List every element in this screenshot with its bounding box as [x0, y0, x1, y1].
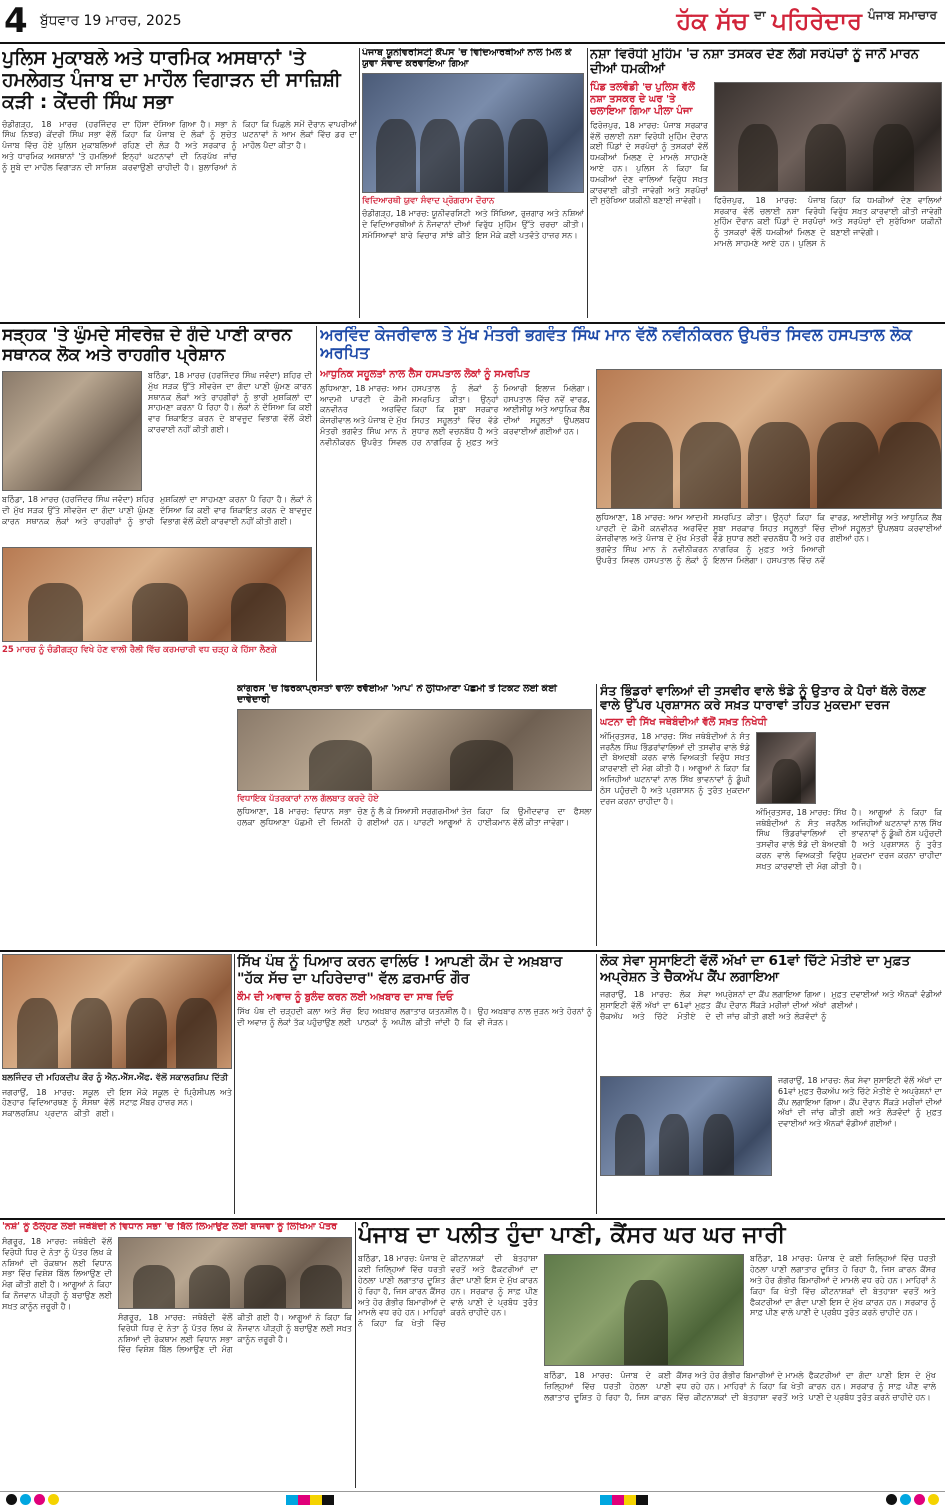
print-registration-strip	[0, 1491, 945, 1507]
body-congress: ਲੁਧਿਆਣਾ, 18 ਮਾਰਚ: ਵਿਧਾਨ ਸਭਾ ਹਲਕਾ ਲੁਧਿਆਣਾ ਪੱਛਮੀ ਦੀ ਜ਼ਿਮਨੀ ਚੋਣ ਨੂੰ ਲੈ ਕੇ ਸਿਆਸੀ ਸਰਗਰਮੀਆਂ ਤੇਜ਼ ਹੋ ਗਈਆਂ ਹਨ। ਪਾਰਟੀ ਆਗੂਆਂ ਨੇ ਕਿਹਾ ਕਿ ਉਮੀਦਵਾਰ ਦਾ ਫੈਸਲਾ ਹਾਈਕਮਾਨ ਵੱਲੋਂ ਕੀਤਾ ਜਾਵੇਗਾ।	[237, 807, 592, 828]
body-eye-camp: ਜਗਰਾਉਂ, 18 ਮਾਰਚ: ਲੋਕ ਸੇਵਾ ਸੁਸਾਇਟੀ ਵੱਲੋਂ ਅੱਖਾਂ ਦਾ 61ਵਾਂ ਮੁਫ਼ਤ ਚੈਕਅੱਪ ਅਤੇ ਚਿੱਟੇ ਮੋਤੀਏ ਦੇ ਅਪ੍ਰੇਸ਼ਨਾਂ ਦਾ ਕੈਂਪ ਲਗਾਇਆ ਗਿਆ। ਕੈਂਪ ਦੌਰਾਨ ਸੈਂਕੜੇ ਮਰੀਜ਼ਾਂ ਦੀਆਂ ਅੱਖਾਂ ਦੀ ਜਾਂਚ ਕੀਤੀ ਗਈ ਅਤੇ ਲੋੜਵੰਦਾਂ ਨੂੰ ਮੁਫ਼ਤ ਦਵਾਈਆਂ ਅਤੇ ਐਨਕਾਂ ਵੰਡੀਆਂ ਗਈਆਂ।	[600, 990, 942, 1021]
kicker-sikh-appeal: ਕੌਮ ਦੀ ਅਵਾਜ਼ ਨੂੰ ਬੁਲੰਦ ਕਰਨ ਲਈ ਅਖ਼ਬਾਰ ਦਾ ਸਾਥ ਦਿਓ	[237, 992, 454, 1004]
headline-saint[interactable]: ਸੰਤ ਭਿੰਡਰਾਂ ਵਾਲਿਆਂ ਦੀ ਤਸਵੀਰ ਵਾਲੇ ਝੰਡੇ ਨੂੰ ਉਤਾਰ ਕੇ ਪੈਰਾਂ ਥੱਲੇ ਰੋਲਣ ਵਾਲੇ ਉੱਪਰ ਪ੍ਰਸ਼ਾਸਨ ਕਰੇ ਸਖ਼ਤ ਧਾਰਾਵਾਂ ਤਹਿਤ ਮੁਕਦਮਾ ਦਰਜ	[600, 684, 926, 713]
body-saint: ਅੰਮ੍ਰਿਤਸਰ, 18 ਮਾਰਚ: ਸਿੱਖ ਜਥੇਬੰਦੀਆਂ ਨੇ ਸੰਤ ਜਰਨੈਲ ਸਿੰਘ ਭਿੰਡਰਾਂਵਾਲਿਆਂ ਦੀ ਤਸਵੀਰ ਵਾਲੇ ਝੰਡੇ ਦੀ ਬੇਅਦਬੀ ਕਰਨ ਵਾਲੇ ਵਿਅਕਤੀ ਵਿਰੁੱਧ ਸਖ਼ਤ ਕਾਰਵਾਈ ਦੀ ਮੰਗ ਕੀਤੀ ਹੈ। ਆਗੂਆਂ ਨੇ ਕਿਹਾ ਕਿ ਅਜਿਹੀਆਂ ਘਟਨਾਵਾਂ ਨਾਲ ਸਿੱਖ ਭਾਵਨਾਵਾਂ ਨੂੰ ਡੂੰਘੀ ਠੇਸ ਪਹੁੰਚਦੀ ਹੈ ਅਤੇ ਪ੍ਰਸ਼ਾਸਨ ਨੂੰ ਤੁਰੰਤ ਮੁਕਦਮਾ ਦਰਜ ਕਰਨਾ ਚਾਹੀਦਾ ਹੈ।	[600, 731, 750, 806]
body-sewage-continued: ਬਠਿੰਡਾ, 18 ਮਾਰਚ (ਹਰਜਿੰਦਰ ਸਿੰਘ ਜਵੰਦਾ) ਸ਼ਹਿਰ ਦੀ ਮੁੱਖ ਸੜਕ ਉੱਤੇ ਸੀਵਰੇਜ ਦਾ ਗੰਦਾ ਪਾਣੀ ਘੁੰਮਣ ਕਾਰਨ ਸਥਾਨਕ ਲੋਕਾਂ ਅਤੇ ਰਾਹਗੀਰਾਂ ਨੂੰ ਭਾਰੀ ਮੁਸ਼ਕਿਲਾਂ ਦਾ ਸਾਹਮਣਾ ਕਰਨਾ ਪੈ ਰਿਹਾ ਹੈ। ਲੋਕਾਂ ਨੇ ਦੱਸਿਆ ਕਿ ਕਈ ਵਾਰ ਸ਼ਿਕਾਇਤ ਕਰਨ ਦੇ ਬਾਵਜੂਦ ਵਿਭਾਗ ਵੱਲੋਂ ਕੋਈ ਕਾਰਵਾਈ ਨਹੀਂ ਕੀਤੀ ਗਈ।	[2, 495, 312, 526]
youth-photo	[362, 73, 584, 193]
hospital-photo	[596, 369, 942, 509]
column-divider	[596, 954, 597, 1214]
newspaper-brand[interactable]	[677, 6, 937, 35]
saint-photo	[756, 732, 816, 804]
story-water	[358, 1222, 942, 1488]
headline-congress[interactable]: ਕਾਂਗਰਸ 'ਚ ਫਿਰਕਾਪ੍ਰਸਤਾਂ ਵਾਲਾ ਰਵੱਈਆ 'ਆਪ' ਨੇ ਲੁਧਿਆਣਾ ਪੱਛਮੀ ਤੋਂ ਟਿਕਟ ਲਈ ਕੋਈ ਦਾਵੇਦਾਰੀ	[237, 684, 557, 705]
column-divider	[359, 48, 360, 318]
headline-water[interactable]: ਪੰਜਾਬ ਦਾ ਪਲੀਤ ਹੁੰਦਾ ਪਾਣੀ, ਕੈਂਸਰ ਘਰ ਘਰ ਜਾਰੀ	[358, 1222, 786, 1248]
color-bar-center-right	[600, 1495, 648, 1505]
section-divider	[0, 950, 945, 952]
color-bar-center	[286, 1495, 334, 1505]
column-divider	[234, 954, 235, 1214]
body-hospital: ਲੁਧਿਆਣਾ, 18 ਮਾਰਚ: ਆਮ ਆਦਮੀ ਪਾਰਟੀ ਦੇ ਕੌਮੀ ਕਨਵੀਨਰ ਅਰਵਿੰਦ ਕੇਜਰੀਵਾਲ ਅਤੇ ਪੰਜਾਬ ਦੇ ਮੁੱਖ ਮੰਤਰੀ ਭਗਵੰਤ ਸਿੰਘ ਮਾਨ ਨੇ ਨਵੀਨੀਕਰਨ ਉਪਰੰਤ ਸਿਵਲ ਹਸਪਤਾਲ ਨੂੰ ਲੋਕਾਂ ਨੂੰ ਸਮਰਪਿਤ ਕੀਤਾ। ਉਨ੍ਹਾਂ ਕਿਹਾ ਕਿ ਸੂਬਾ ਸਰਕਾਰ ਸਿਹਤ ਸਹੂਲਤਾਂ ਵਿੱਚ ਵੱਡੇ ਸੁਧਾਰ ਲਈ ਵਚਨਬੱਧ ਹੈ ਅਤੇ ਹਰ ਨਾਗਰਿਕ ਨੂੰ ਮੁਫ਼ਤ ਅਤੇ ਮਿਆਰੀ ਇਲਾਜ ਮਿਲੇਗਾ। ਹਸਪਤਾਲ ਵਿੱਚ ਨਵੇਂ ਵਾਰਡ, ਆਈਸੀਯੂ ਅਤੇ ਆਧੁਨਿਕ ਲੈਬ ਦੀਆਂ ਸਹੂਲਤਾਂ ਉਪਲਬਧ ਕਰਵਾਈਆਂ ਗਈਆਂ ਹਨ।	[320, 383, 590, 447]
kicker-hospital: ਆਧੁਨਿਕ ਸਹੂਲਤਾਂ ਨਾਲ ਲੈਸ ਹਸਪਤਾਲ ਲੋਕਾਂ ਨੂੰ ਸਮਰਪਿਤ	[320, 368, 530, 380]
issue-date: ਬੁੱਧਵਾਰ 19 ਮਾਰਚ, 2025	[40, 13, 182, 29]
story-police	[2, 48, 357, 318]
section-divider	[0, 1218, 945, 1220]
body-eye-camp-continued: ਜਗਰਾਉਂ, 18 ਮਾਰਚ: ਲੋਕ ਸੇਵਾ ਸੁਸਾਇਟੀ ਵੱਲੋਂ ਅੱਖਾਂ ਦਾ 61ਵਾਂ ਮੁਫ਼ਤ ਚੈਕਅੱਪ ਅਤੇ ਚਿੱਟੇ ਮੋਤੀਏ ਦੇ ਅਪ੍ਰੇਸ਼ਨਾਂ ਦਾ ਕੈਂਪ ਲਗਾਇਆ ਗਿਆ। ਕੈਂਪ ਦੌਰਾਨ ਸੈਂਕੜੇ ਮਰੀਜ਼ਾਂ ਦੀਆਂ ਅੱਖਾਂ ਦੀ ਜਾਂਚ ਕੀਤੀ ਗਈ ਅਤੇ ਲੋੜਵੰਦਾਂ ਨੂੰ ਮੁਫ਼ਤ ਦਵਾਈਆਂ ਅਤੇ ਐਨਕਾਂ ਵੰਡੀਆਂ ਗਈਆਂ।	[778, 1076, 942, 1129]
headline-sikh-appeal[interactable]: ਸਿੱਖ ਪੰਥ ਨੂੰ ਪਿਆਰ ਕਰਨ ਵਾਲਿਓ ! ਆਪਣੀ ਕੌਮ ਦੇ ਅਖ਼ਬਾਰ "ਹੱਕ ਸੱਚ ਦਾ ਪਹਿਰੇਦਾਰ" ਵੱਲ ਫ਼ਰਮਾਓ ਗੌਰ	[237, 954, 563, 987]
page-number: 4	[4, 1, 28, 41]
body-sewage: ਬਠਿੰਡਾ, 18 ਮਾਰਚ (ਹਰਜਿੰਦਰ ਸਿੰਘ ਜਵੰਦਾ) ਸ਼ਹਿਰ ਦੀ ਮੁੱਖ ਸੜਕ ਉੱਤੇ ਸੀਵਰੇਜ ਦਾ ਗੰਦਾ ਪਾਣੀ ਘੁੰਮਣ ਕਾਰਨ ਸਥਾਨਕ ਲੋਕਾਂ ਅਤੇ ਰਾਹਗੀਰਾਂ ਨੂੰ ਭਾਰੀ ਮੁਸ਼ਕਿਲਾਂ ਦਾ ਸਾਹਮਣਾ ਕਰਨਾ ਪੈ ਰਿਹਾ ਹੈ। ਲੋਕਾਂ ਨੇ ਦੱਸਿਆ ਕਿ ਕਈ ਵਾਰ ਸ਼ਿਕਾਇਤ ਕਰਨ ਦੇ ਬਾਵਜੂਦ ਵਿਭਾਗ ਵੱਲੋਂ ਕੋਈ ਕਾਰਵਾਈ ਨਹੀਂ ਕੀਤੀ ਗਈ।	[148, 371, 312, 435]
headline-hospital[interactable]: ਅਰਵਿੰਦ ਕੇਜਰੀਵਾਲ ਤੇ ਮੁੱਖ ਮੰਤਰੀ ਭਗਵੰਤ ਸਿੰਘ ਮਾਨ ਵੱਲੋਂ ਨਵੀਨੀਕਰਨ ਉਪਰੰਤ ਸਿਵਲ ਹਸਪਤਾਲ ਲੋਕ ਅਰਪਿਤ	[320, 326, 912, 363]
headline-youth[interactable]: ਪੰਜਾਬ ਯੂਨੀਵਰਸਿਟੀ ਕੈਂਪਸ 'ਚ ਵਿਦਿਆਰਥੀਆਂ ਨਾਲ ਮਿਲ ਕੇ ਯੁਵਾ ਸੰਵਾਦ ਕਰਵਾਇਆ ਗਿਆ	[362, 48, 572, 69]
headline-police[interactable]: ਪੁਲਿਸ ਮੁਕਾਬਲੇ ਅਤੇ ਧਾਰਮਿਕ ਅਸਥਾਨਾਂ 'ਤੇ ਹਮਲੇਗਤ ਪੰਜਾਬ ਦਾ ਮਾਹੌਲ ਵਿਗਾੜਨ ਦੀ ਸਾਜ਼ਿਸ਼ੀ ਕੜੀ : ਕੇਂਦਰੀ ਸਿੰਘ ਸਭਾ	[2, 48, 341, 113]
body-bajwa: ਸੰਗਰੂਰ, 18 ਮਾਰਚ: ਜਥੇਬੰਦੀ ਵੱਲੋਂ ਵਿਰੋਧੀ ਧਿਰ ਦੇ ਨੇਤਾ ਨੂੰ ਪੱਤਰ ਲਿਖ ਕੇ ਨਸ਼ਿਆਂ ਦੀ ਰੋਕਥਾਮ ਲਈ ਵਿਧਾਨ ਸਭਾ ਵਿੱਚ ਵਿਸ਼ੇਸ਼ ਬਿੱਲ ਲਿਆਉਣ ਦੀ ਮੰਗ ਕੀਤੀ ਗਈ ਹੈ। ਆਗੂਆਂ ਨੇ ਕਿਹਾ ਕਿ ਨੌਜਵਾਨ ਪੀੜ੍ਹੀ ਨੂੰ ਬਚਾਉਣ ਲਈ ਸਖ਼ਤ ਕਾਨੂੰਨ ਜ਼ਰੂਰੀ ਹੈ।	[2, 1236, 112, 1311]
kicker-drugs: ਪਿੰਡ ਤਲਵੰਡੀ 'ਚ ਪੁਲਿਸ ਵੱਲੋਂ ਨਸ਼ਾ ਤਸਕਰ ਦੇ ਘਰ 'ਤੇ ਚਲਾਇਆ ਗਿਆ ਪੀਲਾ ਪੰਜਾ	[590, 81, 695, 117]
story-bajwa	[2, 1222, 352, 1488]
story-school	[2, 954, 232, 1214]
column-divider	[355, 1222, 356, 1488]
brand-small: ਦਾ	[754, 8, 766, 22]
body-bajwa-continued: ਸੰਗਰੂਰ, 18 ਮਾਰਚ: ਜਥੇਬੰਦੀ ਵੱਲੋਂ ਵਿਰੋਧੀ ਧਿਰ ਦੇ ਨੇਤਾ ਨੂੰ ਪੱਤਰ ਲਿਖ ਕੇ ਨਸ਼ਿਆਂ ਦੀ ਰੋਕਥਾਮ ਲਈ ਵਿਧਾਨ ਸਭਾ ਵਿੱਚ ਵਿਸ਼ੇਸ਼ ਬਿੱਲ ਲਿਆਉਣ ਦੀ ਮੰਗ ਕੀਤੀ ਗਈ ਹੈ। ਆਗੂਆਂ ਨੇ ਕਿਹਾ ਕਿ ਨੌਜਵਾਨ ਪੀੜ੍ਹੀ ਨੂੰ ਬਚਾਉਣ ਲਈ ਸਖ਼ਤ ਕਾਨੂੰਨ ਜ਼ਰੂਰੀ ਹੈ।	[118, 1312, 352, 1355]
body-drugs: ਫਿਰੋਜ਼ਪੁਰ, 18 ਮਾਰਚ: ਪੰਜਾਬ ਸਰਕਾਰ ਵੱਲੋਂ ਚਲਾਈ ਨਸ਼ਾ ਵਿਰੋਧੀ ਮੁਹਿੰਮ ਦੌਰਾਨ ਕਈ ਪਿੰਡਾਂ ਦੇ ਸਰਪੰਚਾਂ ਨੂੰ ਤਸਕਰਾਂ ਵੱਲੋਂ ਧਮਕੀਆਂ ਮਿਲਣ ਦੇ ਮਾਮਲੇ ਸਾਹਮਣੇ ਆਏ ਹਨ। ਪੁਲਿਸ ਨੇ ਕਿਹਾ ਕਿ ਧਮਕੀਆਂ ਦੇਣ ਵਾਲਿਆਂ ਵਿਰੁੱਧ ਸਖ਼ਤ ਕਾਰਵਾਈ ਕੀਤੀ ਜਾਵੇਗੀ ਅਤੇ ਸਰਪੰਚਾਂ ਦੀ ਸੁਰੱਖਿਆ ਯਕੀਨੀ ਬਣਾਈ ਜਾਵੇਗੀ।	[590, 120, 708, 206]
brand-main: ਹੱਕ ਸੱਚ	[676, 6, 749, 35]
story-eye-camp	[600, 954, 942, 1214]
headline-bajwa[interactable]: 'ਨਸ਼ੇ' ਨੂੰ ਠੱਲ੍ਹਣ ਲਈ ਜਥੇਬੰਦੀ ਨੇ ਵਿਧਾਨ ਸਭਾ 'ਚ ਬਿੱਲ ਲਿਆਉਣ ਲਈ ਬਾਜਵਾ ਨੂੰ ਲਿਖਿਆ ਪੱਤਰ	[2, 1222, 338, 1232]
drugs-photo	[714, 82, 942, 192]
story-congress	[237, 684, 592, 954]
brand-tagline: ਪੰਜਾਬ ਸਮਾਚਾਰ	[868, 8, 937, 22]
body-school: ਜਗਰਾਉਂ, 18 ਮਾਰਚ: ਸਕੂਲ ਦੀ ਹੋਣਹਾਰ ਵਿਦਿਆਰਥਣ ਨੂੰ ਸੰਸਥਾ ਵੱਲੋਂ ਸਕਾਲਰਸ਼ਿਪ ਪ੍ਰਦਾਨ ਕੀਤੀ ਗਈ। ਇਸ ਮੌਕੇ ਸਕੂਲ ਦੇ ਪ੍ਰਿੰਸੀਪਲ ਅਤੇ ਸਟਾਫ਼ ਮੈਂਬਰ ਹਾਜ਼ਰ ਸਨ।	[2, 1087, 232, 1119]
eye-camp-photo	[600, 1076, 772, 1176]
caption-rally: 25 ਮਾਰਚ ਨੂੰ ਚੰਡੀਗੜ੍ਹ ਵਿਖੇ ਹੋਣ ਵਾਲੀ ਰੈਲੀ ਵਿੱਚ ਕਰਮਚਾਰੀ ਵਧ ਚੜ੍ਹ ਕੇ ਹਿੱਸਾ ਲੈਣਗੇ	[2, 645, 277, 656]
body-drugs-continued: ਫਿਰੋਜ਼ਪੁਰ, 18 ਮਾਰਚ: ਪੰਜਾਬ ਸਰਕਾਰ ਵੱਲੋਂ ਚਲਾਈ ਨਸ਼ਾ ਵਿਰੋਧੀ ਮੁਹਿੰਮ ਦੌਰਾਨ ਕਈ ਪਿੰਡਾਂ ਦੇ ਸਰਪੰਚਾਂ ਨੂੰ ਤਸਕਰਾਂ ਵੱਲੋਂ ਧਮਕੀਆਂ ਮਿਲਣ ਦੇ ਮਾਮਲੇ ਸਾਹਮਣੇ ਆਏ ਹਨ। ਪੁਲਿਸ ਨੇ ਕਿਹਾ ਕਿ ਧਮਕੀਆਂ ਦੇਣ ਵਾਲਿਆਂ ਵਿਰੁੱਧ ਸਖ਼ਤ ਕਾਰਵਾਈ ਕੀਤੀ ਜਾਵੇਗੀ ਅਤੇ ਸਰਪੰਚਾਂ ਦੀ ਸੁਰੱਖਿਆ ਯਕੀਨੀ ਬਣਾਈ ਜਾਵੇਗੀ।	[714, 195, 942, 249]
body-youth: ਚੰਡੀਗੜ੍ਹ, 18 ਮਾਰਚ: ਯੂਨੀਵਰਸਿਟੀ ਦੇ ਵਿਦਿਆਰਥੀਆਂ ਨੇ ਨੌਜਵਾਨਾਂ ਦੀਆਂ ਸਮੱਸਿਆਵਾਂ ਬਾਰੇ ਵਿਚਾਰ ਸਾਂਝੇ ਕੀਤੇ ਅਤੇ ਸਿੱਖਿਆ, ਰੁਜ਼ਗਾਰ ਅਤੇ ਨਸ਼ਿਆਂ ਵਿਰੁੱਧ ਮੁਹਿੰਮ ਉੱਤੇ ਚਰਚਾ ਕੀਤੀ। ਇਸ ਮੌਕੇ ਕਈ ਪਤਵੰਤੇ ਹਾਜ਼ਰ ਸਨ।	[362, 209, 584, 241]
body-police: ਚੰਡੀਗੜ੍ਹ, 18 ਮਾਰਚ (ਹਰਜਿੰਦਰ ਸਿੰਘ ਨਿਝਰ) ਕੇਂਦਰੀ ਸਿੰਘ ਸਭਾ ਵੱਲੋਂ ਪੰਜਾਬ ਵਿੱਚ ਹੋਏ ਪੁਲਿਸ ਮੁਕਾਬਲਿਆਂ ਅਤੇ ਧਾਰਮਿਕ ਅਸਥਾਨਾਂ 'ਤੇ ਹਮਲਿਆਂ ਨੂੰ ਸੂਬੇ ਦਾ ਮਾਹੌਲ ਵਿਗਾੜਨ ਦੀ ਸਾਜ਼ਿਸ਼ ਦਾ ਹਿੱਸਾ ਦੱਸਿਆ ਗਿਆ ਹੈ। ਸਭਾ ਨੇ ਕਿਹਾ ਕਿ ਪੰਜਾਬ ਦੇ ਲੋਕਾਂ ਨੂੰ ਸੁਚੇਤ ਰਹਿਣ ਦੀ ਲੋੜ ਹੈ ਅਤੇ ਸਰਕਾਰ ਨੂੰ ਇਨ੍ਹਾਂ ਘਟਨਾਵਾਂ ਦੀ ਨਿਰਪੱਖ ਜਾਂਚ ਕਰਵਾਉਣੀ ਚਾਹੀਦੀ ਹੈ। ਬੁਲਾਰਿਆਂ ਨੇ ਕਿਹਾ ਕਿ ਪਿਛਲੇ ਸਮੇਂ ਦੌਰਾਨ ਵਾਪਰੀਆਂ ਘਟਨਾਵਾਂ ਨੇ ਆਮ ਲੋਕਾਂ ਵਿੱਚ ਡਰ ਦਾ ਮਾਹੌਲ ਪੈਦਾ ਕੀਤਾ ਹੈ।	[2, 119, 357, 172]
column-divider	[316, 326, 317, 681]
rally-photo	[2, 547, 312, 642]
story-youth	[362, 48, 584, 318]
body-sikh-appeal: ਸਿੱਖ ਪੰਥ ਦੀ ਚੜ੍ਹਦੀ ਕਲਾ ਅਤੇ ਸੱਚ ਦੀ ਅਵਾਜ਼ ਨੂੰ ਲੋਕਾਂ ਤੱਕ ਪਹੁੰਚਾਉਣ ਲਈ ਇਹ ਅਖ਼ਬਾਰ ਲਗਾਤਾਰ ਯਤਨਸ਼ੀਲ ਹੈ। ਪਾਠਕਾਂ ਨੂੰ ਅਪੀਲ ਕੀਤੀ ਜਾਂਦੀ ਹੈ ਕਿ ਉਹ ਅਖ਼ਬਾਰ ਨਾਲ ਜੁੜਨ ਅਤੇ ਹੋਰਨਾਂ ਨੂੰ ਵੀ ਜੋੜਨ।	[237, 1007, 592, 1028]
sewage-photo	[2, 371, 142, 491]
bajwa-photo	[118, 1237, 352, 1309]
headline-eye-camp[interactable]: ਲੋਕ ਸੇਵਾ ਸੁਸਾਇਟੀ ਵੱਲੋਂ ਅੱਖਾਂ ਦਾ 61ਵਾਂ ਚਿੱਟੇ ਮੋਤੀਏ ਦਾ ਮੁਫ਼ਤ ਅਪ੍ਰੇਸ਼ਨ ਤੇ ਚੈਕਅੱਪ ਕੈਂਪ ਲਗਾਇਆ	[600, 954, 911, 985]
brand-tail: ਪਹਿਰੇਦਾਰ	[771, 6, 863, 35]
story-sikh-appeal	[237, 954, 592, 1214]
story-saint	[600, 684, 942, 946]
section-divider	[0, 322, 945, 324]
story-drugs	[590, 48, 942, 318]
masthead	[0, 0, 945, 44]
body-hospital-continued: ਲੁਧਿਆਣਾ, 18 ਮਾਰਚ: ਆਮ ਆਦਮੀ ਪਾਰਟੀ ਦੇ ਕੌਮੀ ਕਨਵੀਨਰ ਅਰਵਿੰਦ ਕੇਜਰੀਵਾਲ ਅਤੇ ਪੰਜਾਬ ਦੇ ਮੁੱਖ ਮੰਤਰੀ ਭਗਵੰਤ ਸਿੰਘ ਮਾਨ ਨੇ ਨਵੀਨੀਕਰਨ ਉਪਰੰਤ ਸਿਵਲ ਹਸਪਤਾਲ ਨੂੰ ਲੋਕਾਂ ਨੂੰ ਸਮਰਪਿਤ ਕੀਤਾ। ਉਨ੍ਹਾਂ ਕਿਹਾ ਕਿ ਸੂਬਾ ਸਰਕਾਰ ਸਿਹਤ ਸਹੂਲਤਾਂ ਵਿੱਚ ਵੱਡੇ ਸੁਧਾਰ ਲਈ ਵਚਨਬੱਧ ਹੈ ਅਤੇ ਹਰ ਨਾਗਰਿਕ ਨੂੰ ਮੁਫ਼ਤ ਅਤੇ ਮਿਆਰੀ ਇਲਾਜ ਮਿਲੇਗਾ। ਹਸਪਤਾਲ ਵਿੱਚ ਨਵੇਂ ਵਾਰਡ, ਆਈਸੀਯੂ ਅਤੇ ਆਧੁਨਿਕ ਲੈਬ ਦੀਆਂ ਸਹੂਲਤਾਂ ਉਪਲਬਧ ਕਰਵਾਈਆਂ ਗਈਆਂ ਹਨ।	[596, 512, 942, 565]
registration-dots-left	[6, 1494, 59, 1505]
headline-drugs[interactable]: ਨਸ਼ਾ ਵਿਰੋਧੀ ਮੁਹਿੰਮ 'ਚ ਨਸ਼ਾ ਤਸਕਰ ਦੇਣ ਲੱਗੇ ਸਰਪੰਚਾਂ ਨੂੰ ਜਾਨੋਂ ਮਾਰਨ ਦੀਆਂ ਧਮਕੀਆਂ	[590, 48, 919, 77]
caption-congress: ਵਿਧਾਇਕ ਪੱਤਰਕਾਰਾਂ ਨਾਲ ਗੱਲਬਾਤ ਕਰਦੇ ਹੋਏ	[237, 793, 379, 804]
body-water: ਬਠਿੰਡਾ, 18 ਮਾਰਚ: ਪੰਜਾਬ ਦੇ ਕਈ ਜ਼ਿਲ੍ਹਿਆਂ ਵਿੱਚ ਧਰਤੀ ਹੇਠਲਾ ਪਾਣੀ ਲਗਾਤਾਰ ਦੂਸ਼ਿਤ ਹੋ ਰਿਹਾ ਹੈ, ਜਿਸ ਕਾਰਨ ਕੈਂਸਰ ਅਤੇ ਹੋਰ ਗੰਭੀਰ ਬਿਮਾਰੀਆਂ ਦੇ ਮਾਮਲੇ ਵਧ ਰਹੇ ਹਨ। ਮਾਹਿਰਾਂ ਨੇ ਕਿਹਾ ਕਿ ਖੇਤੀ ਵਿੱਚ ਕੀਟਨਾਸ਼ਕਾਂ ਦੀ ਬੇਤਹਾਸ਼ਾ ਵਰਤੋਂ ਅਤੇ ਫੈਕਟਰੀਆਂ ਦਾ ਗੰਦਾ ਪਾਣੀ ਇਸ ਦੇ ਮੁੱਖ ਕਾਰਨ ਹਨ। ਸਰਕਾਰ ਨੂੰ ਸਾਫ਼ ਪੀਣ ਵਾਲੇ ਪਾਣੀ ਦੇ ਪ੍ਰਬੰਧ ਤੁਰੰਤ ਕਰਨੇ ਚਾਹੀਦੇ ਹਨ।	[358, 1254, 538, 1329]
column-divider	[587, 48, 588, 318]
story-hospital	[320, 326, 942, 681]
registration-dots-right	[886, 1494, 939, 1505]
water-photo	[544, 1254, 744, 1366]
congress-photo	[237, 709, 592, 791]
body-saint-continued: ਅੰਮ੍ਰਿਤਸਰ, 18 ਮਾਰਚ: ਸਿੱਖ ਜਥੇਬੰਦੀਆਂ ਨੇ ਸੰਤ ਜਰਨੈਲ ਸਿੰਘ ਭਿੰਡਰਾਂਵਾਲਿਆਂ ਦੀ ਤਸਵੀਰ ਵਾਲੇ ਝੰਡੇ ਦੀ ਬੇਅਦਬੀ ਕਰਨ ਵਾਲੇ ਵਿਅਕਤੀ ਵਿਰੁੱਧ ਸਖ਼ਤ ਕਾਰਵਾਈ ਦੀ ਮੰਗ ਕੀਤੀ ਹੈ। ਆਗੂਆਂ ਨੇ ਕਿਹਾ ਕਿ ਅਜਿਹੀਆਂ ਘਟਨਾਵਾਂ ਨਾਲ ਸਿੱਖ ਭਾਵਨਾਵਾਂ ਨੂੰ ਡੂੰਘੀ ਠੇਸ ਪਹੁੰਚਦੀ ਹੈ ਅਤੇ ਪ੍ਰਸ਼ਾਸਨ ਨੂੰ ਤੁਰੰਤ ਮੁਕਦਮਾ ਦਰਜ ਕਰਨਾ ਚਾਹੀਦਾ ਹੈ।	[756, 807, 942, 871]
caption-youth: ਵਿਦਿਆਰਥੀ ਯੁਵਾ ਸੰਵਾਦ ਪ੍ਰੋਗਰਾਮ ਦੌਰਾਨ	[362, 195, 495, 206]
headline-sewage[interactable]: ਸੜ੍ਹਕ 'ਤੇ ਘੁੰਮਦੇ ਸੀਵਰੇਜ਼ ਦੇ ਗੰਦੇ ਪਾਣੀ ਕਾਰਨ ਸਥਾਨਕ ਲੋਕ ਅਤੇ ਰਾਹਗੀਰ ਪ੍ਰੇਸ਼ਾਨ	[2, 326, 292, 365]
body-water-continued: ਬਠਿੰਡਾ, 18 ਮਾਰਚ: ਪੰਜਾਬ ਦੇ ਕਈ ਜ਼ਿਲ੍ਹਿਆਂ ਵਿੱਚ ਧਰਤੀ ਹੇਠਲਾ ਪਾਣੀ ਲਗਾਤਾਰ ਦੂਸ਼ਿਤ ਹੋ ਰਿਹਾ ਹੈ, ਜਿਸ ਕਾਰਨ ਕੈਂਸਰ ਅਤੇ ਹੋਰ ਗੰਭੀਰ ਬਿਮਾਰੀਆਂ ਦੇ ਮਾਮਲੇ ਵਧ ਰਹੇ ਹਨ। ਮਾਹਿਰਾਂ ਨੇ ਕਿਹਾ ਕਿ ਖੇਤੀ ਵਿੱਚ ਕੀਟਨਾਸ਼ਕਾਂ ਦੀ ਬੇਤਹਾਸ਼ਾ ਵਰਤੋਂ ਅਤੇ ਫੈਕਟਰੀਆਂ ਦਾ ਗੰਦਾ ਪਾਣੀ ਇਸ ਦੇ ਮੁੱਖ ਕਾਰਨ ਹਨ। ਸਰਕਾਰ ਨੂੰ ਸਾਫ਼ ਪੀਣ ਵਾਲੇ ਪਾਣੀ ਦੇ ਪ੍ਰਬੰਧ ਤੁਰੰਤ ਕਰਨੇ ਚਾਹੀਦੇ ਹਨ।	[544, 1371, 936, 1403]
body-water-side: ਬਠਿੰਡਾ, 18 ਮਾਰਚ: ਪੰਜਾਬ ਦੇ ਕਈ ਜ਼ਿਲ੍ਹਿਆਂ ਵਿੱਚ ਧਰਤੀ ਹੇਠਲਾ ਪਾਣੀ ਲਗਾਤਾਰ ਦੂਸ਼ਿਤ ਹੋ ਰਿਹਾ ਹੈ, ਜਿਸ ਕਾਰਨ ਕੈਂਸਰ ਅਤੇ ਹੋਰ ਗੰਭੀਰ ਬਿਮਾਰੀਆਂ ਦੇ ਮਾਮਲੇ ਵਧ ਰਹੇ ਹਨ। ਮਾਹਿਰਾਂ ਨੇ ਕਿਹਾ ਕਿ ਖੇਤੀ ਵਿੱਚ ਕੀਟਨਾਸ਼ਕਾਂ ਦੀ ਬੇਤਹਾਸ਼ਾ ਵਰਤੋਂ ਅਤੇ ਫੈਕਟਰੀਆਂ ਦਾ ਗੰਦਾ ਪਾਣੀ ਇਸ ਦੇ ਮੁੱਖ ਕਾਰਨ ਹਨ। ਸਰਕਾਰ ਨੂੰ ਸਾਫ਼ ਪੀਣ ਵਾਲੇ ਪਾਣੀ ਦੇ ਪ੍ਰਬੰਧ ਤੁਰੰਤ ਕਰਨੇ ਚਾਹੀਦੇ ਹਨ।	[750, 1254, 936, 1318]
school-photo	[2, 954, 232, 1069]
caption-school: ਬਲਜਿੰਦਰ ਦੀ ਮਹਿਕਦੀਪ ਕੌਰ ਨੂੰ ਐਨ.ਐੱਸ.ਐੱਫ. ਵੱਲੋਂ ਸਕਾਲਰਸ਼ਿਪ ਦਿੱਤੀ	[2, 1073, 228, 1083]
kicker-saint: ਘਟਨਾ ਦੀ ਸਿੱਖ ਜਥੇਬੰਦੀਆਂ ਵੱਲੋਂ ਸਖ਼ਤ ਨਿਖੇਧੀ	[600, 716, 767, 728]
story-sewage	[2, 326, 312, 681]
column-divider	[596, 684, 597, 946]
